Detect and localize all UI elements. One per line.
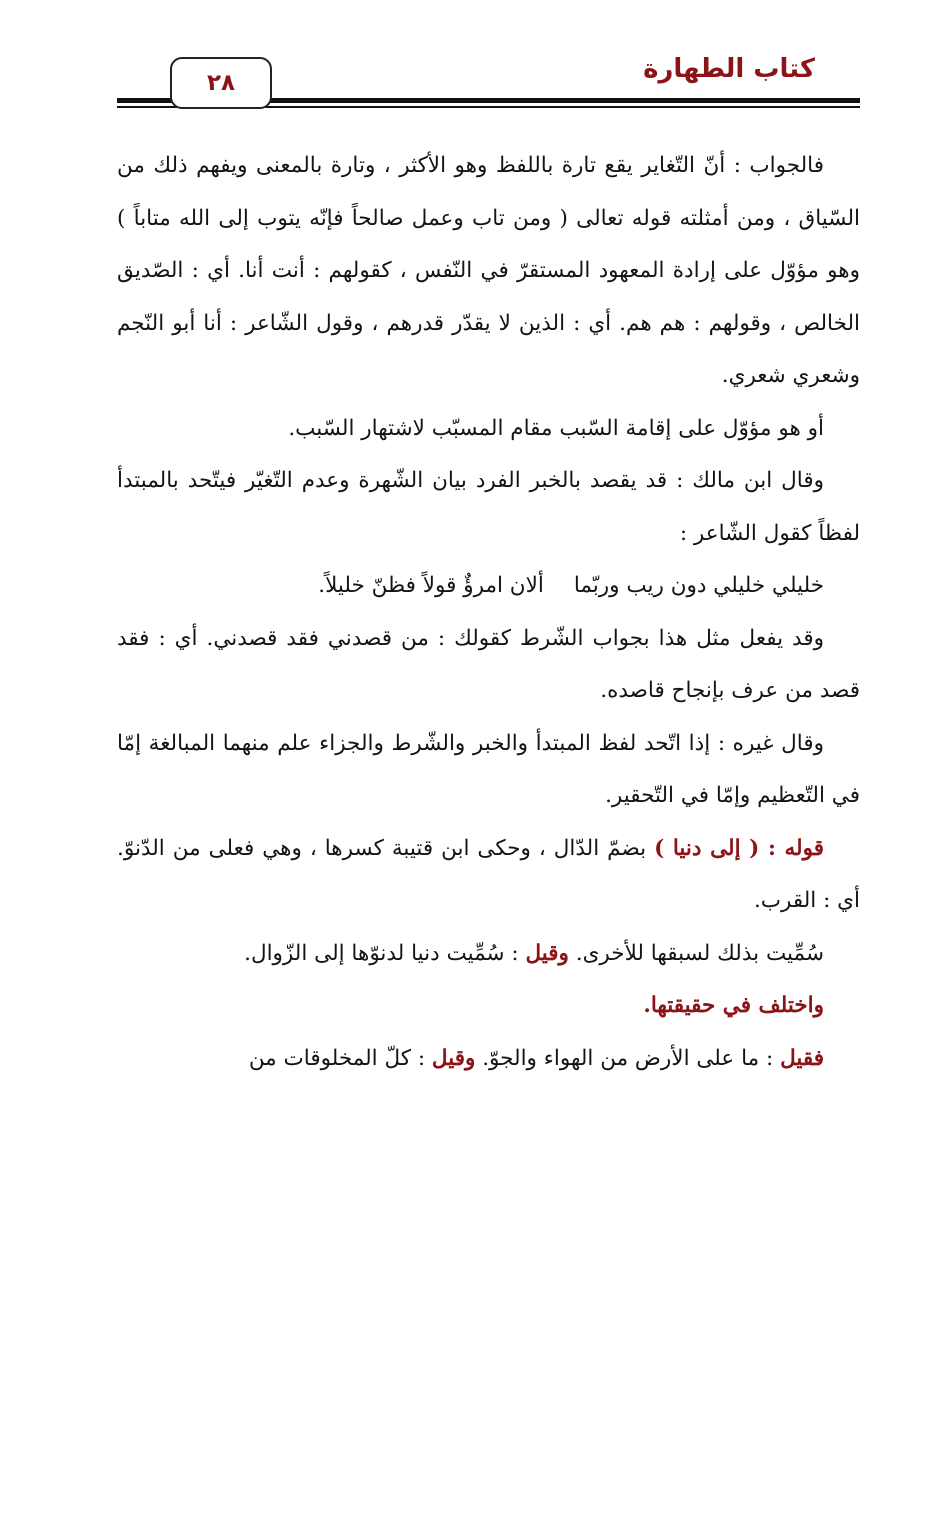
verse-first-half: خليلي خليلي دون ريب وربّما [573, 573, 824, 598]
definitions-text-b: : كلّ المخلوقات من [248, 1045, 432, 1071]
verse-second-half: ألان امرؤٌ قولاً فظنّ خليلاً. [318, 573, 544, 598]
naming-text-a: سُمِّيت بذلك لسبقها للأخرى. [568, 940, 824, 966]
page-header [0, 0, 945, 130]
paragraph-condition: وقد يفعل مثل هذا بجواب الشّرط كقولك : من قصدني فقد قصدني. أي : فقد قصد من عرف بإنجاح قاصده. [117, 625, 860, 703]
paragraph-cause: أو هو مؤوّل على إقامة السّبب مقام المسبّب لاشتهار السّبب. [288, 415, 824, 441]
keyword-faqil: فقيل [780, 1045, 824, 1071]
keyword-qil: وقيل [525, 940, 569, 966]
book-title: كتاب الطهارة [643, 54, 815, 84]
keyword-qil-2: وقيل [431, 1045, 476, 1071]
quote-heading: قوله : ( إلى دنيا ) [654, 835, 824, 861]
page-body [117, 140, 860, 1085]
paragraph-others: وقال غيره : إذا اتّحد لفظ المبتدأ والخبر والشّرط والجزاء علم منهما المبالغة إمّا في التّعظيم وإمّا في التّحقير. [117, 730, 860, 808]
paragraph-dunya-text: بضمّ الدّال ، وحكى ابن قتيبة كسرها ، وهي فعلى من الدّنوّ. أي : القرب. [117, 835, 860, 913]
naming-text-b: : سُمِّيت دنيا لدنوّها إلى الزّوال. [244, 940, 526, 966]
paragraph-dunya [117, 823, 860, 928]
paragraph-answer: فالجواب : أنّ التّغاير يقع تارة باللفظ وهو الأكثر ، وتارة بالمعنى ويفهم ذلك من السّياق ، ومن أمثلته قوله تعالى ( ومن تاب وعمل صالحاً فإنّه يتوب إلى الله متاباً ) وهو مؤوّل على إرادة المعهود المستقرّ في النّفس ، كقولهم : أنت أنا. أي : الصّديق الخالص ، وقولهم : هم هم. أي : الذين لا يقدّر قدرهم ، وقول الشّاعر : أنا أبو النّجم وشعري شعري. [117, 153, 860, 388]
paragraph-disagreement [117, 980, 860, 1033]
page-number: ٢٨ [170, 57, 272, 109]
poetry-verse [117, 560, 860, 613]
definitions-text-a: : ما على الأرض من الهواء والجوّ. [475, 1045, 781, 1071]
paragraph-naming [117, 928, 860, 981]
disagreement-heading: واختلف في حقيقتها. [643, 993, 824, 1018]
paragraph-ibn-malik: وقال ابن مالك : قد يقصد بالخبر الفرد بيان الشّهرة وعدم التّغيّر فيتّحد بالمبتدأ لفظاً كقول الشّاعر : [117, 468, 860, 546]
paragraph-definitions [117, 1033, 860, 1086]
